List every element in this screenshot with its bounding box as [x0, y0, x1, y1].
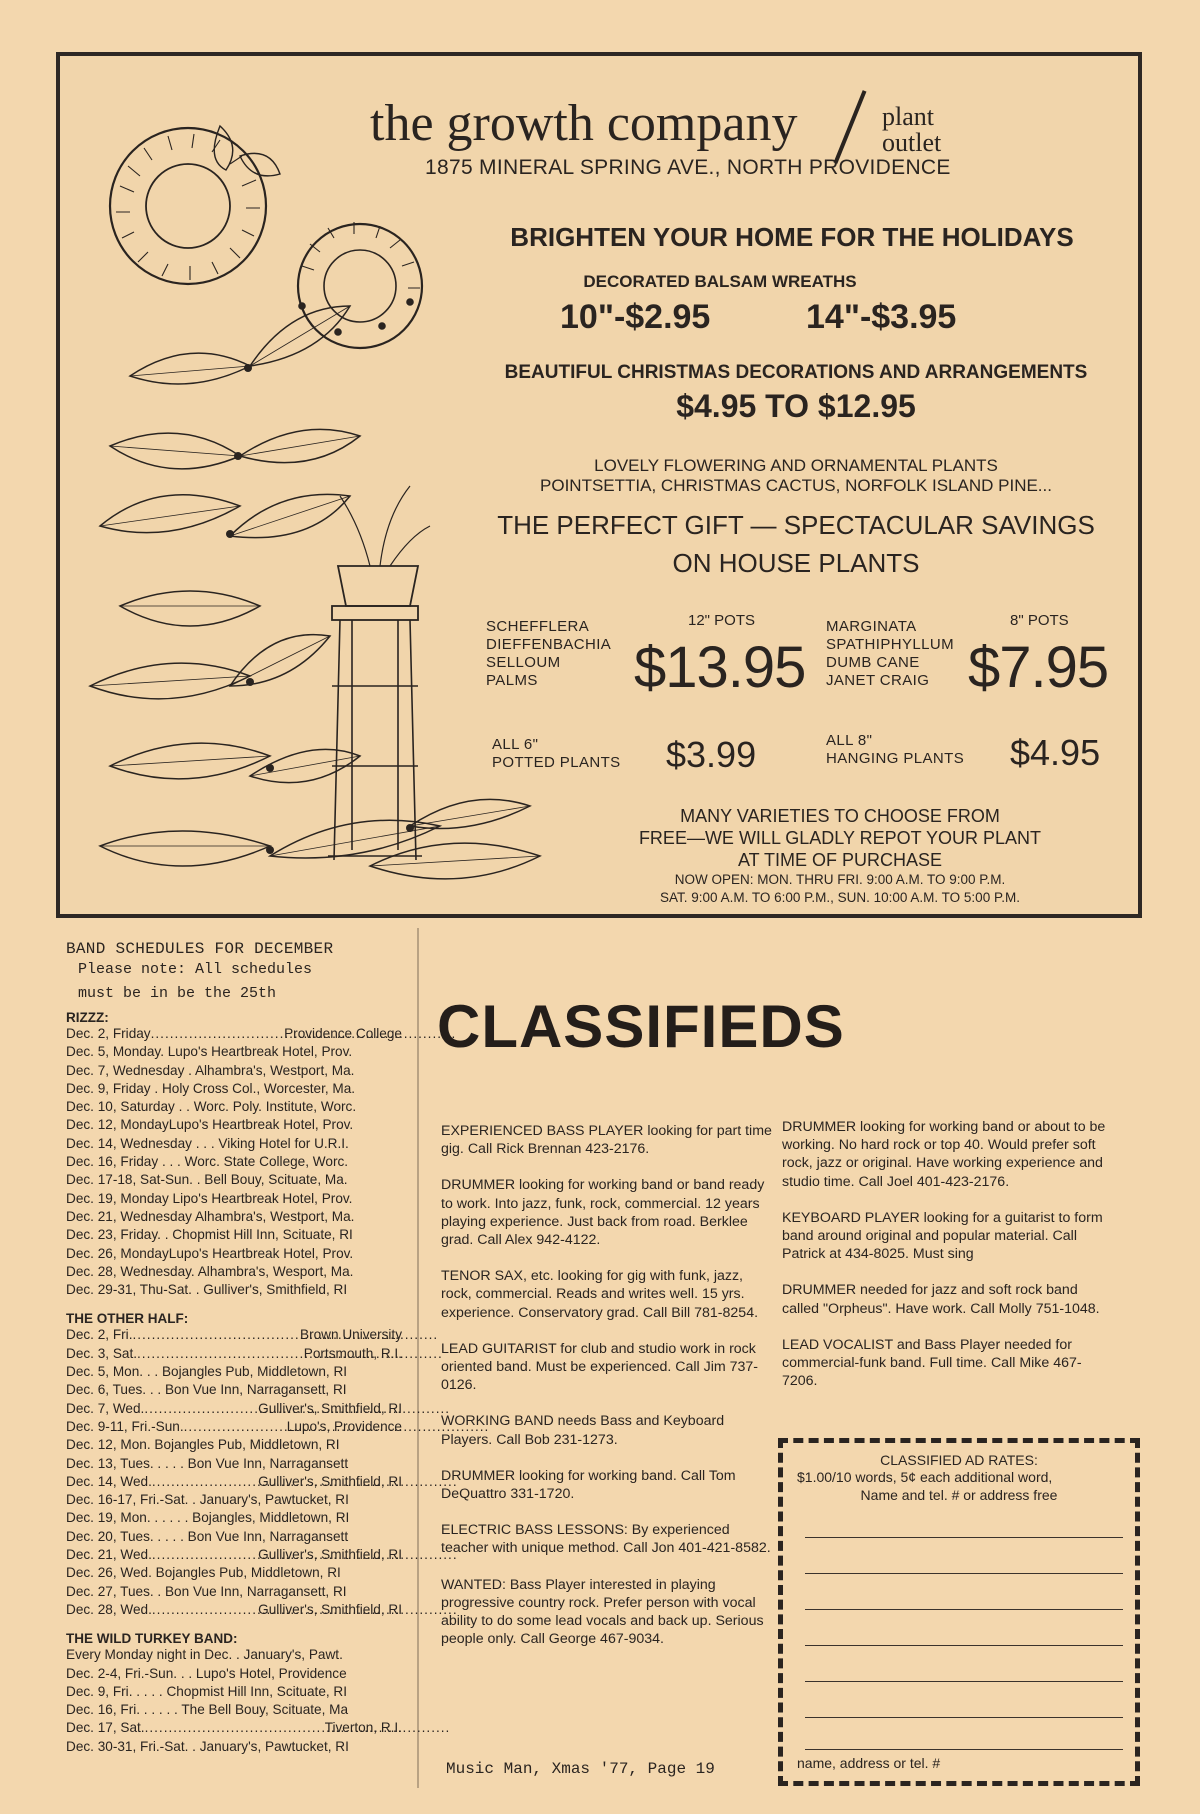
schedule-row: [66, 1509, 402, 1527]
classified-ad: WORKING BAND needs Bass and Keyboard Players. Call Bob 231-1273.: [441, 1413, 725, 1448]
schedule-row: [66, 1583, 402, 1601]
schedule-date: Every Monday night in Dec. . January's, Pawt.: [66, 1647, 343, 1663]
schedule-row: [66, 1208, 402, 1226]
brand-name: the growth company: [370, 95, 798, 152]
schedule-row: [66, 1245, 402, 1263]
form-line[interactable]: [805, 1537, 1123, 1538]
schedule-date: Dec. 12, Mon. Bojangles Pub, Middletown, RI: [66, 1437, 340, 1453]
schedule-row: [66, 1345, 402, 1363]
schedule-row: [66, 1043, 402, 1061]
growth-company-ad: [56, 52, 1142, 918]
repot-line2: AT TIME OF PURCHASE: [737, 850, 943, 870]
schedule-date: Dec. 21, Wednesday Alhambra's, Westport, Ma.: [66, 1208, 355, 1224]
band-name: THE WILD TURKEY BAND:: [66, 1631, 238, 1647]
flowering-plants-line2: POINTSETTIA, CHRISTMAS CACTUS, NORFOLK ISLAND PINE...: [540, 476, 1052, 495]
classifieds-title: CLASSIFIEDS: [437, 993, 845, 1060]
band-schedules: [66, 940, 402, 1768]
schedule-date: Dec. 21, Wed.: [66, 1547, 152, 1563]
schedule-row: [66, 1646, 402, 1664]
classified-ad: DRUMMER looking for working band. Call Tom DeQuattro 331-1720.: [441, 1467, 736, 1503]
potted-plants-label: ALL 6" POTTED PLANTS: [492, 736, 621, 771]
schedule-venue: Tiverton, R.I.: [324, 1720, 402, 1736]
schedule-row: [66, 1719, 402, 1737]
schedule-venue: Providence College: [284, 1026, 402, 1041]
schedule-row: [66, 1098, 402, 1116]
schedule-row: [66, 1455, 402, 1473]
schedule-row: [66, 1080, 402, 1098]
price-12in: $13.95: [634, 635, 806, 700]
band-group: [66, 1010, 402, 1299]
schedule-date: Dec. 2-4, Fri.-Sun. . . Lupo's Hotel, Providence: [66, 1665, 347, 1681]
varieties-line: MANY VARIETIES TO CHOOSE FROM: [680, 806, 1000, 826]
schedule-date: Dec. 17-18, Sat-Sun. . Bell Bouy, Scituate, Ma.: [66, 1172, 348, 1188]
brand-tagline: plant outlet: [882, 102, 942, 157]
schedule-date: Dec. 19, Monday Lipo's Heartbreak Hotel, Prov.: [66, 1190, 353, 1206]
classified-ad: DRUMMER needed for jazz and soft rock band called "Orpheus". Have work. Call Molly 751-1048.: [782, 1282, 1100, 1317]
perfect-gift-line2: ON HOUSE PLANTS: [672, 548, 920, 578]
dot-leader: [132, 1326, 300, 1344]
hanging-plants-price: $4.95: [1010, 732, 1101, 773]
pot-8in-label: 8" POTS: [1010, 612, 1069, 629]
dot-leader: [151, 1025, 285, 1043]
dot-leader: [144, 1400, 258, 1418]
potted-plants-price: $3.99: [666, 734, 757, 775]
schedule-date: Dec. 26, Wed. Bojangles Pub, Middletown, RI: [66, 1565, 341, 1581]
form-line[interactable]: [805, 1749, 1123, 1750]
schedule-date: Dec. 23, Friday. . Chopmist Hill Inn, Scituate, RI: [66, 1227, 353, 1243]
ad-headline: BRIGHTEN YOUR HOME FOR THE HOLIDAYS: [510, 222, 1074, 252]
perfect-gift-line1: THE PERFECT GIFT — SPECTACULAR SAVINGS: [497, 510, 1095, 540]
classified-ad: KEYBOARD PLAYER looking for a guitarist to form band around original and popular material. Call Patrick at 434-8025. Must sing: [782, 1209, 1103, 1263]
rates-title: CLASSIFIED AD RATES:: [880, 1452, 1038, 1468]
classified-ad: DRUMMER looking for working band or about to be working. No hard rock or top 40. Would prefer soft rock, jazz or original. Have working experience and studio time. Call Joel 401-423-2176.: [782, 1119, 1106, 1190]
schedule-date: Dec. 19, Mon. . . . . . Bojangles, Middletown, RI: [66, 1510, 350, 1526]
schedule-date: Dec. 10, Saturday . . Worc. Poly. Institute, Worc.: [66, 1099, 357, 1115]
page-footer: Music Man, Xmas '77, Page 19: [446, 1760, 715, 1778]
repot-line1: FREE—WE WILL GLADLY REPOT YOUR PLANT: [638, 828, 1042, 848]
schedule-row: [66, 1226, 402, 1244]
schedule-date: Dec. 9, Fri. . . . . Chopmist Hill Inn, Scituate, RI: [66, 1683, 348, 1699]
dot-leader: [152, 1601, 258, 1619]
band-name: RIZZZ:: [66, 1010, 109, 1025]
schedule-row: [66, 1683, 402, 1701]
schedule-date: Dec. 16, Friday . . . Worc. State College, Worc.: [66, 1154, 349, 1170]
schedule-date: Dec. 3, Sat.: [66, 1345, 138, 1361]
schedule-row: [66, 1738, 402, 1756]
schedule-row: [66, 1326, 402, 1344]
band-schedules-title: BAND SCHEDULES FOR DECEMBER: [66, 940, 334, 958]
schedule-date: Dec. 28, Wed.: [66, 1601, 152, 1617]
schedule-row: [66, 1564, 402, 1582]
classified-ad: WANTED: Bass Player interested in playing progressive country rock. Prefer person with vocal ability to do some lead vocals and back up. Serious people only. Call George 467-9034.: [441, 1576, 764, 1648]
schedule-row: [66, 1363, 402, 1381]
wreath-prices: [560, 298, 1050, 348]
schedule-row: [66, 1400, 402, 1418]
form-line[interactable]: [805, 1573, 1123, 1574]
schedule-date: Dec. 9-11, Fri.-Sun.: [66, 1418, 184, 1434]
form-line[interactable]: [805, 1645, 1123, 1646]
brand-slash-divider: [834, 90, 867, 164]
schedule-date: Dec. 16, Fri. . . . . . The Bell Bouy, Scituate, Ma: [66, 1702, 349, 1718]
band-group: [66, 1311, 402, 1619]
decorations-label: BEAUTIFUL CHRISTMAS DECORATIONS AND ARRANGEMENTS: [504, 362, 1088, 383]
schedule-date: Dec. 2, Friday: [66, 1026, 151, 1041]
schedule-row: [66, 1153, 402, 1171]
dot-leader: [152, 1546, 258, 1564]
classified-ad: DRUMMER looking for working band or band ready to work. Into jazz, funk, rock, commercial. 12 years playing experience. Just back from road. Berklee grad. Call Alex 942-4122.: [441, 1177, 765, 1249]
schedule-date: Dec. 2, Fri.: [66, 1327, 133, 1343]
schedule-date: Dec. 7, Wednesday . Alhambra's, Westport, Ma.: [66, 1062, 355, 1078]
schedule-venue: Gulliver's, Smithfield, RI: [258, 1547, 402, 1563]
schedule-row: [66, 1528, 402, 1546]
schedule-venue: Gulliver's, Smithfield, RI: [258, 1400, 402, 1416]
schedule-date: Dec. 28, Wednesday. Alhambra's, Wesport, Ma.: [66, 1263, 354, 1279]
schedule-date: Dec. 30-31, Fri.-Sat. . January's, Pawtucket, RI: [66, 1738, 349, 1754]
schedule-row: [66, 1473, 402, 1491]
schedule-venue: Lupo's, Providence: [286, 1418, 402, 1434]
schedule-date: Dec. 20, Tues. . . . . Bon Vue Inn, Narragansett: [66, 1528, 349, 1544]
schedule-date: Dec. 5, Mon. . . Bojangles Pub, Middletown, RI: [66, 1364, 348, 1380]
schedule-row: [66, 1190, 402, 1208]
schedule-date: Dec. 29-31, Thu-Sat. . Gulliver's, Smithfield, RI: [66, 1282, 348, 1298]
store-address: 1875 MINERAL SPRING AVE., NORTH PROVIDENCE: [425, 156, 951, 179]
schedule-date: Dec. 6, Tues. . . Bon Vue Inn, Narragansett, RI: [66, 1382, 347, 1398]
wreaths-label: DECORATED BALSAM WREATHS: [583, 272, 857, 291]
flowering-plants-line1: LOVELY FLOWERING AND ORNAMENTAL PLANTS: [594, 456, 998, 475]
schedule-row: [66, 1701, 402, 1719]
schedule-date: Dec. 9, Friday . Holy Cross Col., Worcester, Ma.: [66, 1080, 356, 1096]
rates-free-note: Name and tel. # or address free: [860, 1487, 1058, 1503]
schedule-row: [66, 1601, 402, 1619]
schedule-venue: Gulliver's, Smithfield, RI: [258, 1601, 402, 1617]
band-groups: [66, 1010, 402, 1756]
schedule-date: Dec. 5, Monday. Lupo's Heartbreak Hotel, Prov.: [66, 1044, 353, 1060]
band-name: THE OTHER HALF:: [66, 1311, 189, 1327]
schedule-row: [66, 1135, 402, 1153]
schedule-venue: Portsmouth, R.I.: [303, 1345, 402, 1361]
schedule-date: Dec. 12, MondayLupo's Heartbreak Hotel, Prov.: [66, 1117, 354, 1133]
dot-leader: [184, 1418, 287, 1436]
schedule-row: [66, 1062, 402, 1080]
wreath-price-14: 14"-$3.95: [806, 298, 957, 336]
hanging-plants-label: ALL 8" HANGING PLANTS: [826, 732, 965, 767]
classified-ad: TENOR SAX, etc. looking for gig with funk, jazz, rock, commercial. Reads and writes well. 15 yrs. experience. Conservatory grad. Call Bill 781-8254.: [441, 1268, 759, 1321]
classifieds-column-1: [441, 1122, 773, 1666]
form-line[interactable]: [805, 1609, 1123, 1610]
schedule-date: Dec. 16-17, Fri.-Sat. . January's, Pawtucket, RI: [66, 1492, 349, 1508]
classified-ad: ELECTRIC BASS LESSONS: By experienced teacher with unique method. Call Jon 401-421-8582.: [441, 1522, 771, 1557]
schedule-venue: Gulliver's, Smithfield, RI: [258, 1473, 402, 1489]
schedule-row: [66, 1281, 402, 1299]
schedule-date: Dec. 17, Sat.: [66, 1720, 145, 1736]
schedule-row: [66, 1436, 402, 1454]
classified-ad: LEAD GUITARIST for club and studio work in rock oriented band. Must be experienced. Call Jim 737-0126.: [441, 1340, 759, 1394]
schedule-row: [66, 1418, 402, 1436]
name-address-field-label: name, address or tel. #: [797, 1755, 941, 1771]
plants-12in-list: SCHEFFLERA DIEFFENBACHIA SELLOUM PALMS: [486, 618, 612, 689]
band-group: [66, 1631, 402, 1756]
classified-rates-form: [778, 1438, 1140, 1786]
schedule-row: [66, 1171, 402, 1189]
rates-pricing: $1.00/10 words, 5¢ each additional word,: [797, 1469, 1053, 1485]
hours-line1: NOW OPEN: MON. THRU FRI. 9:00 A.M. TO 9:00 P.M.: [674, 872, 1006, 887]
dot-leader: [137, 1345, 304, 1363]
plants-8in-list: MARGINATA SPATHIPHYLLUM DUMB CANE JANET CRAIG: [826, 618, 955, 689]
form-line[interactable]: [805, 1717, 1123, 1718]
schedule-row: [66, 1665, 402, 1683]
form-line[interactable]: [805, 1681, 1123, 1682]
schedule-row: [66, 1263, 402, 1281]
schedule-row: [66, 1546, 402, 1564]
band-schedules-note: Please note: All schedules must be in be the 25th: [78, 961, 313, 1002]
wreath-price-10: 10"-$2.95: [560, 298, 711, 336]
classifieds-column-2: [782, 1118, 1114, 1408]
schedule-date: Dec. 14, Wed.: [66, 1473, 152, 1489]
schedule-venue: Brown University: [300, 1327, 402, 1343]
dot-leader: [145, 1719, 325, 1737]
classified-ad: EXPERIENCED BASS PLAYER looking for part time gig. Call Rick Brennan 423-2176.: [441, 1123, 772, 1158]
hours-line2: SAT. 9:00 A.M. TO 6:00 P.M., SUN. 10:00 A.M. TO 5:00 P.M.: [660, 890, 1020, 905]
schedule-date: Dec. 13, Tues. . . . . Bon Vue Inn, Narragansett: [66, 1455, 349, 1471]
classified-ad: LEAD VOCALIST and Bass Player needed for commercial-funk band. Full time. Call Mike 467-7206.: [782, 1336, 1082, 1390]
schedule-date: Dec. 27, Tues. . Bon Vue Inn, Narragansett, RI: [66, 1583, 347, 1599]
schedule-row: [66, 1025, 402, 1043]
dot-leader: [152, 1473, 258, 1491]
schedule-date: Dec. 14, Wednesday . . . Viking Hotel for U.R.I.: [66, 1135, 349, 1151]
decorations-price: $4.95 TO $12.95: [676, 388, 916, 424]
price-8in: $7.95: [968, 635, 1109, 700]
schedule-row: [66, 1491, 402, 1509]
schedule-row: [66, 1116, 402, 1134]
schedule-date: Dec. 7, Wed.: [66, 1400, 145, 1416]
schedule-date: Dec. 26, MondayLupo's Heartbreak Hotel, Prov.: [66, 1245, 354, 1261]
pot-12in-label: 12" POTS: [688, 612, 756, 629]
schedule-row: [66, 1381, 402, 1399]
